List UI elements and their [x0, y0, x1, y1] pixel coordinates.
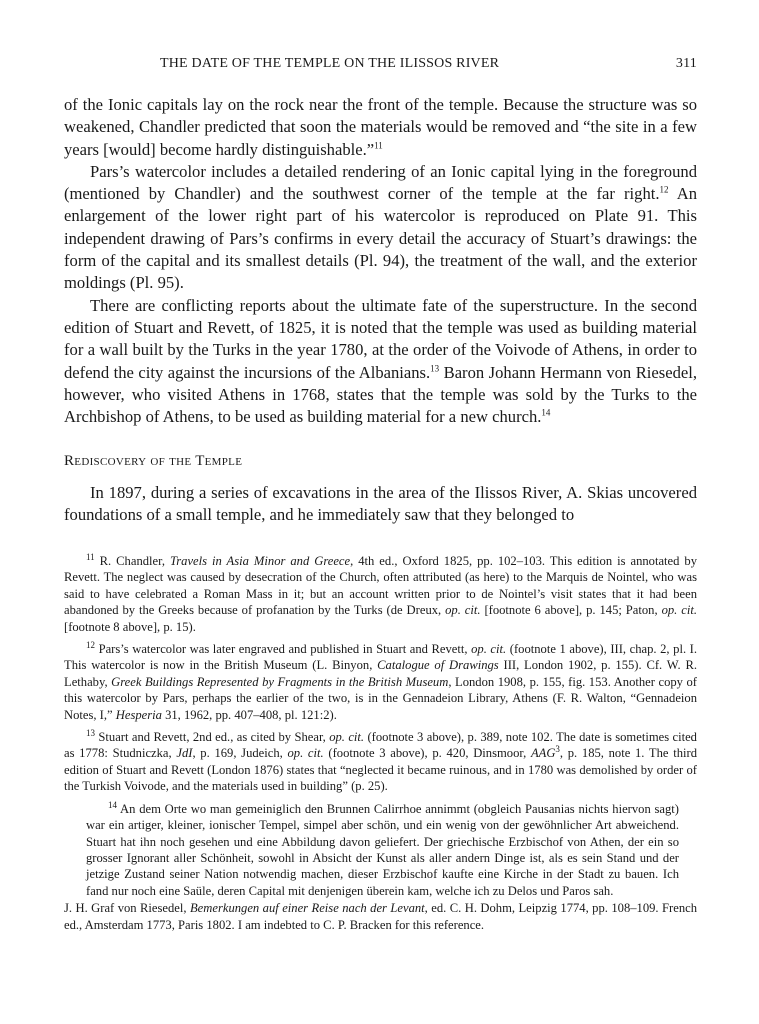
footnote-italic: op. cit.: [287, 746, 324, 761]
footnote-ref-13: 13: [430, 363, 440, 374]
paragraph-3-text-a: There are conflicting reports about the ultimate fate of the superstructure. In the second edition of Stuart and Revett, of 1825, it is noted that the temple was used as building material for a wall built by the Turks in the year 1780, at the order of the Voivode of Athens, in order to defend the city against the incursions of the Albanians.: [64, 295, 697, 382]
footnote-ref-14: 14: [541, 407, 551, 418]
footnote-italic: op. cit.: [661, 603, 697, 618]
running-head: [64, 56, 697, 78]
footnote-11: [64, 553, 697, 635]
section-paragraph: In 1897, during a series of excavations in the area of the Ilissos River, A. Skias uncovered foundations of a small temple, and he immediately saw that they belonged to: [64, 483, 697, 525]
footnote-text: (footnote 3 above), p. 389, note 102. The date is sometimes cited as 1778: Studniczka,: [64, 730, 697, 761]
footnote-13: [64, 729, 697, 795]
footnotes: [64, 553, 697, 933]
footnote-ref-12: 12: [659, 184, 669, 195]
footnote-italic: Hesperia: [115, 707, 162, 722]
footnote-text: R. Chandler,: [94, 554, 170, 568]
paragraph-2: [64, 161, 697, 295]
footnote-12: [64, 641, 697, 723]
footnote-italic: Catalogue of Drawings: [377, 658, 499, 673]
footnote-text: , p. 169, Judeich,: [192, 746, 288, 761]
footnote-text: (footnote 1 above), III, chap. 2, pl. I. This watercolor is now in the British Museum (L. Binyon,: [64, 642, 697, 673]
footnote-italic: JdI: [176, 746, 193, 761]
footnote-number: 13: [86, 727, 95, 738]
footnote-quote-text: An dem Orte wo man gemeiniglich den Brunnen Calirrhoe annimmt (obgleich Pausanias nichts hiervon sagt) war ein artiger, kleiner, ionischer Tempel, simpel aber schön, und ein wenig von der gewöhnlicher Art abweichend. Stuart hat ihn noch gesehen und eine Abbildung davon geliefert. Der griechische Erzbischof von Athen, der ein so grosser Ignorant aller Schönheit, sowohl in Absicht der Kunst als aller andern Dinge ist, als es sein Stand und der jetzige Zustand seiner Nation notwendig machen, dieser Erzbischof kaufte eine Kirche in der Stadt zu bauen. Ich fand nur noch eine Saüle, deren Capital mit denjenigen überein kam, welche ich zu Delos und Paros sah.: [86, 801, 679, 898]
footnote-text: [footnote 6 above], p. 145; Paton,: [480, 603, 662, 618]
footnote-14-citation: [64, 900, 697, 933]
footnote-text: III, London 1902, p. 155). Cf. W. R. Lethaby,: [64, 658, 697, 689]
paragraph-2-text-b: An enlargement of the lower right part of his watercolor is reproduced on Plate 91. This independent drawing of Pars’s confirms in every detail the accuracy of Stuart’s drawings: the form of the capital and its smallest details (Pl. 94), the treatment of the wall, and the exterior moldings (Pl. 95).: [64, 184, 697, 293]
running-head-title: THE DATE OF THE TEMPLE ON THE ILISSOS RIVER: [160, 56, 500, 71]
paragraph-1: [64, 94, 697, 161]
footnote-italic: Bemerkungen auf einer Reise nach der Levant: [189, 901, 425, 916]
footnote-14-quote: [64, 801, 697, 899]
paragraph-2-text-a: Pars’s watercolor includes a detailed rendering of an Ionic capital lying in the foreground (mentioned by Chandler) and the southwest corner of the temple at the far right.: [64, 161, 697, 204]
footnote-italic: op. cit.: [329, 730, 365, 745]
footnote-text: , 4th ed., Oxford 1825, pp. 102–103. This edition is annotated by Revett. The neglect was caused by desecration of the Church, often attributed (as here) to the Marquis de Nointel, who was said to have celebrated a Roman Mass in it; but an account written prior to de Nointel’s visit states that it had been abandoned by the Greeks because of profanation by the Turks (de Dreux,: [64, 554, 697, 618]
paragraph-1-text: of the Ionic capitals lay on the rock near the front of the temple. Because the structure was so weakened, Chandler predicted that soon the materials would be removed and “the site in a few years [would] become hardly distinguishable.”: [64, 95, 697, 159]
footnote-text: , p. 185, note 1. The third edition of Stuart and Revett (London 1876) states that “neglected it became ruinous, and in 1780 was demolished by order of the Turkish Voivode, and the materials used in building” (p. 25).: [64, 746, 697, 794]
footnote-text: Stuart and Revett, 2nd ed., as cited by Shear,: [95, 730, 330, 745]
footnote-text: , London 1908, p. 155, fig. 153. Another copy of this watercolor by Pars, perhaps the earlier of the two, is in the Gennadeion Library, Athens (F. R. Walton, “Gennadeion Notes, I,”: [64, 674, 697, 722]
page-number: 311: [675, 56, 697, 71]
footnote-number: 14: [108, 799, 117, 810]
footnote-italic: Greek Buildings Represented by Fragments in the British Museum: [111, 674, 449, 689]
main-body-text: [64, 94, 697, 428]
footnote-ref-11: 11: [374, 140, 383, 151]
footnote-text: , ed. C. H. Dohm, Leipzig 1774, pp. 108–109. French ed., Amsterdam 1773, Paris 1802. I am indebted to C. P. Bracken for this reference.: [64, 901, 697, 932]
paragraph-3: [64, 295, 697, 429]
footnote-italic: Travels in Asia Minor and Greece: [169, 554, 351, 568]
footnote-italic: op. cit.: [471, 642, 507, 657]
footnote-text: [footnote 8 above], p. 15).: [64, 619, 196, 634]
section-heading: Rediscovery of the Temple: [64, 453, 243, 469]
footnote-number: 11: [86, 551, 95, 562]
footnote-text: Pars’s watercolor was later engraved and published in Stuart and Revett,: [95, 642, 472, 657]
footnote-text: (footnote 3 above), p. 420, Dinsmoor,: [323, 746, 531, 761]
footnote-number: 12: [86, 639, 95, 650]
footnote-text: J. H. Graf von Riesedel,: [64, 901, 190, 916]
footnote-italic: op. cit.: [445, 603, 481, 618]
footnote-superscript: 3: [555, 744, 560, 755]
footnote-italic: AAG: [530, 746, 556, 761]
paragraph-3-text-b: Baron Johann Hermann von Riesedel, however, who visited Athens in 1768, states that the temple was sold by the Turks to the Archbishop of Athens, to be used as building material for a new church.: [64, 362, 697, 427]
footnote-text: 31, 1962, pp. 407–408, pl. 121:2).: [161, 707, 337, 722]
